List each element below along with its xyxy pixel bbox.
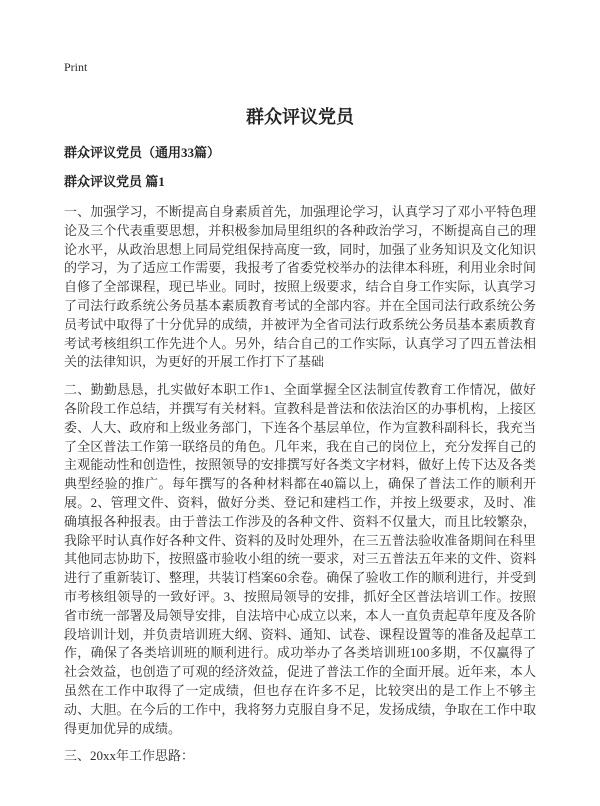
paragraph-3: 三、20xx年工作思路： <box>64 748 195 764</box>
section-heading-part1: 群众评议党员 篇1 <box>64 174 165 189</box>
page-title: 群众评议党员 <box>246 107 354 127</box>
page-subtitle: 群众评议党员（通用33篇） <box>64 145 221 160</box>
paragraph-1: 一、加强学习，不断提高自身素质首先，加强理论学习，认真学习了邓小平特色理论及三个代表重要思想，并积极参加局里组织的各种政治学习，不断提高自己的理论水平，从政治思想上同局党组保持高度一致，同时，加强了业务知识及文化知识的学习，为了适应工作需要，我报考了省委党校举办的法律本科班，利用业余时间自修了全部课程，现已毕业。同时，按照上级要求，结合自身工作实际，认真学习了司法行政系统公务员基本素质教育考试的全部内容。并在全国司法行政系统公务员考试中取得了十分优异的成绩，并被评为全省司法行政系统公务员基本素质教育考试考核组织工作先进个人。另外，结合自己的工作实际，认真学习了四五普法相关的法律知识，为更好的开展工作打下了基础 <box>64 204 536 370</box>
paragraph-2: 二、勤勤恳恳，扎实做好本职工作1、全面掌握全区法制宣传教育工作情况，做好各阶段工作总结，并撰写有关材料。宣教科是普法和依法治区的办事机构，上接区委、人大、政府和上级业务部门，下连各个基层单位，作为宣教科副科长，我充当了全区普法工作第一联络员的角色。几年来，我在自己的岗位上，充分发挥自己的主观能动性和创造性，按照领导的安排撰写好各类文字材料，做好上传下达及各类典型经验的推广。每年撰写的各种材料都在40篇以上，确保了普法工作的顺利开展。2、管理文件、资料，做好分类、登记和建档工作，并按上级要求，及时、准确填报各种报表。由于普法工作涉及的各种文件、资料不仅量大，而且比较繁杂，我除平时认真作好各种文件、资料的及时处理外，在三五普法验收准备期间在科里其他同志协助下，按照盛市验收小组的统一要求，对三五普法五年来的文件、资料进行了重新装订、整理，共装订档案60余卷。确保了验收工作的顺利进行，并受到市考核组领导的一致好评。3、按照局领导的安排，抓好全区普法培训工作。按照省市统一部署及局领导安排，自法培中心成立以来，本人一直负责起草年度及各阶段培训计划，并负责培训班大纲、资料、通知、试卷、课程设置等的准备及起草工作，确保了各类培训班的顺利进行。成功举办了各类培训班100多期，不仅赢得了社会效益，也创造了可观的经济效益，促进了普法工作的全面开展。近年来，本人虽然在工作中取得了一定成绩，但也存在许多不足，比较突出的是工作上不够主动、大胆。在今后的工作中，我将努力克服自身不足，发扬成绩，争取在工作中取得更加优异的成绩。 <box>64 382 536 736</box>
print-link[interactable]: Print <box>64 60 88 74</box>
